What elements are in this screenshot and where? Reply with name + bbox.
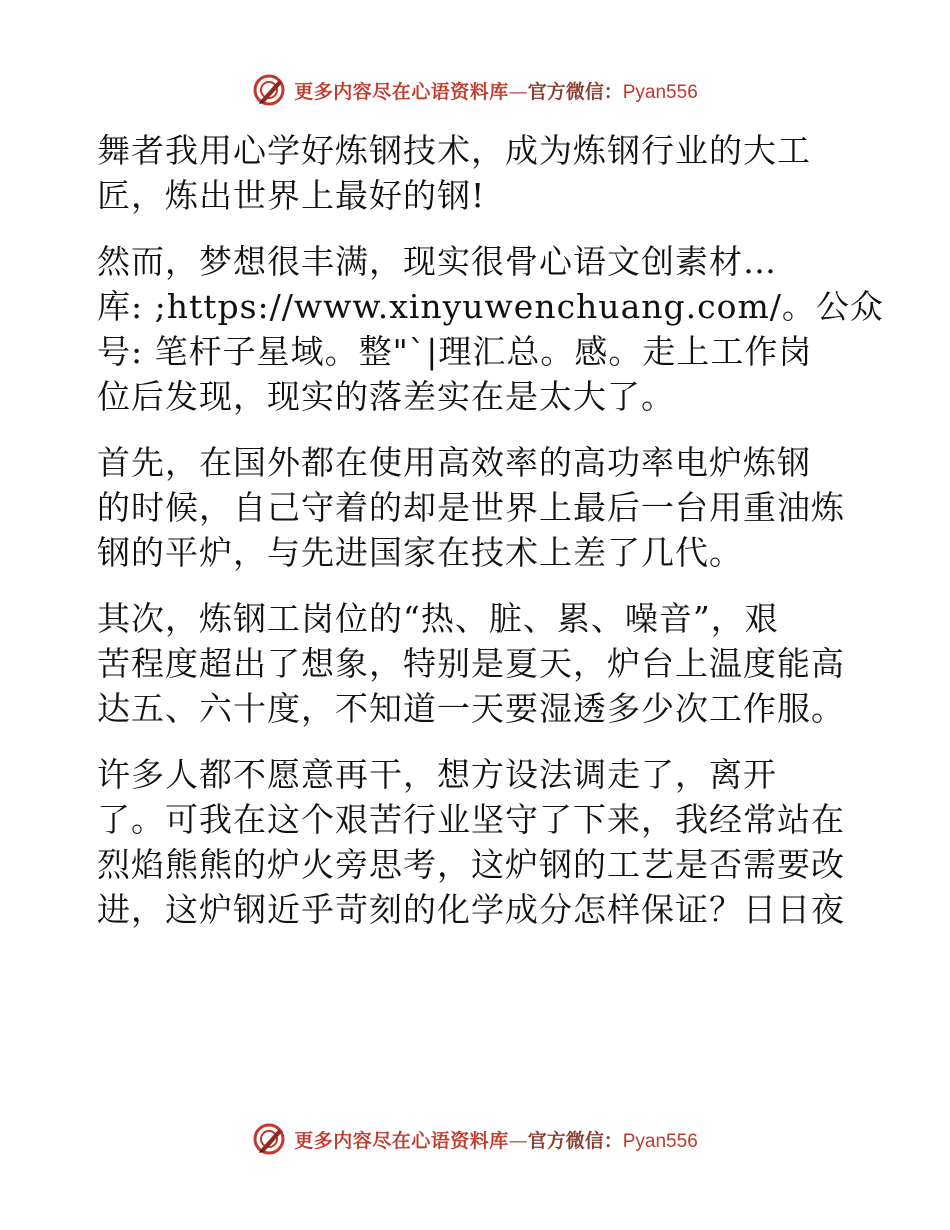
wechat-label: 官方微信： xyxy=(527,80,623,103)
wechat-label: 官方微信： xyxy=(527,1129,623,1152)
text-line: 号: 笔杆子星域。整"`|理汇总。感。走上工作岗 xyxy=(97,332,813,371)
banner-separator: — xyxy=(508,1129,528,1152)
paragraph xyxy=(97,752,857,932)
text-line: 了。可我在这个艰苦行业坚守了下来，我经常站在 xyxy=(97,800,845,839)
text-line: 达五、六十度，不知道一天要湿透多少次工作服。 xyxy=(97,689,845,728)
library-text: 更多内容尽在心语资料库 xyxy=(294,1129,509,1152)
text-line: 库: ;https://www.xinyuwenchuang.com/。公众 xyxy=(97,287,884,326)
paragraph xyxy=(97,239,884,419)
text-line: 匠，炼出世界上最好的钢! xyxy=(97,176,486,215)
paragraph xyxy=(97,440,857,575)
footer-banner xyxy=(0,1122,950,1156)
header-banner xyxy=(0,73,950,107)
text-line: 烈焰熊熊的炉火旁思考，这炉钢的工艺是否需要改 xyxy=(97,845,845,884)
pen-logo-icon xyxy=(252,73,286,107)
text-line: 钢的平炉，与先进国家在技术上差了几代。 xyxy=(97,533,743,572)
wechat-account: Pyan556 xyxy=(622,1130,698,1152)
text-line: 许多人都不愿意再干，想方设法调走了，离开 xyxy=(97,755,777,794)
text-line: 位后发现，现实的落差实在是太大了。 xyxy=(97,377,675,416)
library-text: 更多内容尽在心语资料库 xyxy=(294,80,509,103)
text-line: 苦程度超出了想象，特别是夏天，炉台上温度能高 xyxy=(97,644,845,683)
document-body xyxy=(97,128,884,932)
paragraph xyxy=(97,128,857,218)
text-line: 然而，梦想很丰满，现实很骨心语文创素材… xyxy=(97,242,777,281)
text-line: 的时候，自己守着的却是世界上最后一台用重油炼 xyxy=(97,488,845,527)
wechat-account: Pyan556 xyxy=(622,81,698,103)
text-line: 进，这炉钢近乎苛刻的化学成分怎样保证？日日夜 xyxy=(97,890,845,929)
paragraph xyxy=(97,596,857,731)
banner-separator: — xyxy=(508,80,528,103)
text-line: 首先，在国外都在使用高效率的高功率电炉炼钢 xyxy=(97,443,811,482)
text-line: 舞者我用心学好炼钢技术，成为炼钢行业的大工 xyxy=(97,131,811,170)
text-line: 其次，炼钢工岗位的“热、脏、累、噪音”，艰 xyxy=(97,599,779,638)
pen-logo-icon xyxy=(252,1122,286,1156)
